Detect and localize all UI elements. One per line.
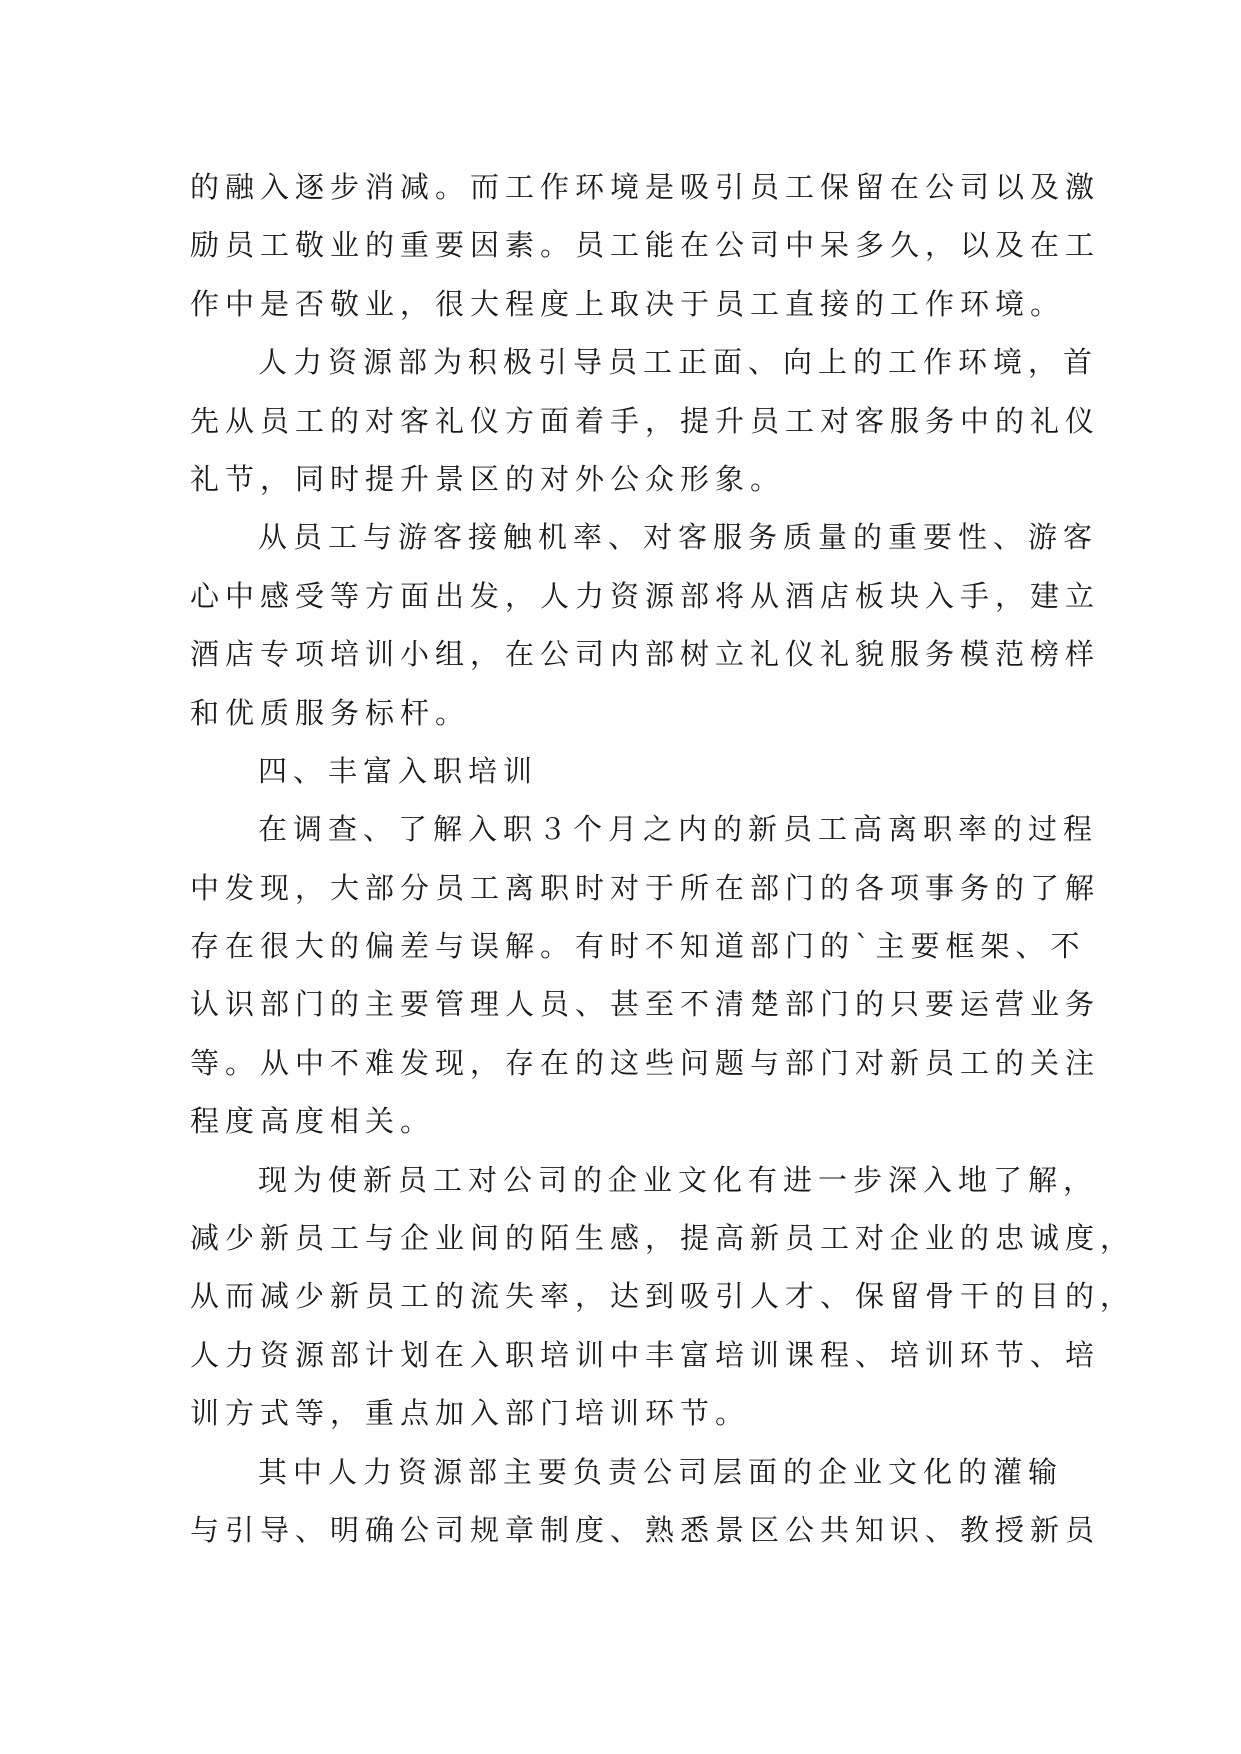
text-line: 认识部门的主要管理人员、甚至不清楚部门的只要运营业务 bbox=[190, 987, 1101, 1022]
text-line: 酒店专项培训小组，在公司内部树立礼仪礼貌服务模范榜样 bbox=[190, 637, 1101, 672]
text-line: 存在很大的偏差与误解。有时不知道部门的`主要框架、不 bbox=[190, 929, 1086, 964]
text-line: 其中人力资源部主要负责公司层面的企业文化的灌输 bbox=[258, 1454, 1064, 1489]
text-line: 从员工与游客接触机率、对客服务质量的重要性、游客 bbox=[258, 520, 1099, 555]
text-line: 训方式等，重点加入部门培训环节。 bbox=[190, 1396, 751, 1431]
text-line: 和优质服务标杆。 bbox=[190, 695, 471, 730]
text-line: 程度高度相关。 bbox=[190, 1104, 436, 1139]
text-line: 与引导、明确公司规章制度、熟悉景区公共知识、教授新员 bbox=[190, 1512, 1101, 1547]
text-line: 的融入逐步消减。而工作环境是吸引员工保留在公司以及激 bbox=[190, 170, 1101, 204]
text-line: 四、丰富入职培训 bbox=[258, 753, 539, 788]
text-line: 作中是否敬业，很大程度上取决于员工直接的工作环境。 bbox=[190, 286, 1066, 321]
document-body bbox=[190, 158, 1136, 1559]
text-line: 等。从中不难发现，存在的这些问题与部门对新员工的关注 bbox=[190, 1045, 1101, 1080]
text-line: 在调查、了解入职３个月之内的新员工高离职率的过程 bbox=[258, 812, 1099, 847]
text-line: 先从员工的对客礼仪方面着手，提升员工对客服务中的礼仪 bbox=[190, 403, 1101, 438]
text-line: 心中感受等方面出发，人力资源部将从酒店板块入手，建立 bbox=[190, 578, 1101, 613]
text-line: 中发现，大部分员工离职时对于所在部门的各项事务的了解 bbox=[190, 870, 1101, 905]
text-line: 人力资源部计划在入职培训中丰富培训课程、培训环节、培 bbox=[190, 1337, 1101, 1372]
text-line: 人力资源部为积极引导员工正面、向上的工作环境，首 bbox=[258, 345, 1099, 380]
text-line: 现为使新员工对公司的企业文化有进一步深入地了解， bbox=[258, 1162, 1099, 1197]
text-line: 减少新员工与企业间的陌生感，提高新员工对企业的忠诚度， bbox=[190, 1221, 1136, 1256]
text-line: 从而减少新员工的流失率，达到吸引人才、保留骨干的目的， bbox=[190, 1279, 1136, 1314]
text-line: 励员工敬业的重要因素。员工能在公司中呆多久，以及在工 bbox=[190, 228, 1101, 263]
text-line: 礼节，同时提升景区的对外公众形象。 bbox=[190, 461, 786, 496]
